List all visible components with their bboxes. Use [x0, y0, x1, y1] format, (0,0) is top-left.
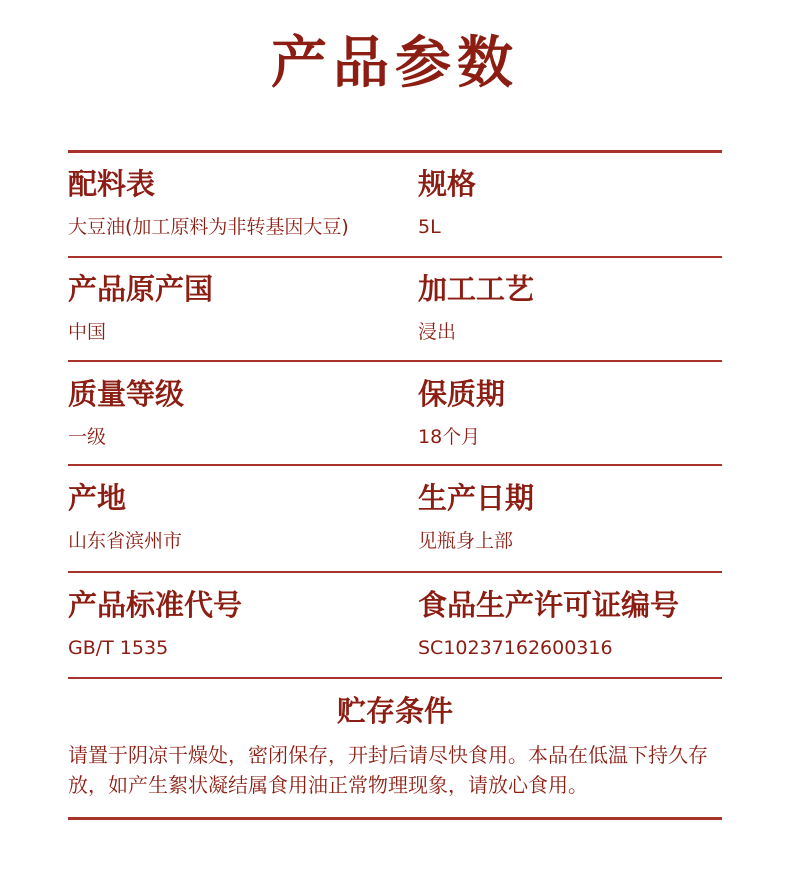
param-value: 见瓶身上部	[418, 530, 514, 552]
param-label: 产品标准代号	[68, 588, 243, 622]
param-value: 一级	[68, 426, 107, 448]
param-label: 加工工艺	[418, 272, 535, 306]
param-process	[418, 271, 748, 345]
divider	[68, 817, 722, 820]
param-place-of-origin	[68, 480, 398, 554]
divider	[68, 360, 722, 362]
divider	[68, 677, 722, 679]
divider	[68, 571, 722, 573]
storage-title: 贮存条件	[336, 694, 453, 728]
param-label: 规格	[418, 167, 477, 201]
param-license-number	[418, 587, 748, 661]
param-value: 大豆油(加工原料为非转基因大豆)	[68, 216, 349, 238]
param-standard-code	[68, 587, 398, 661]
divider	[68, 464, 722, 466]
param-grade	[68, 376, 398, 450]
param-value: 5L	[418, 216, 441, 238]
param-label: 配料表	[68, 167, 156, 201]
divider	[68, 150, 722, 153]
storage-text: 请置于阴凉干燥处，密闭保存，开封后请尽快食用。本品在低温下持久存放，如产生絮状凝结属食用油正常物理现象，请放心食用。	[68, 743, 708, 797]
param-label: 食品生产许可证编号	[418, 588, 680, 622]
param-ingredients	[68, 166, 398, 240]
param-label: 保质期	[418, 377, 506, 411]
param-origin-country	[68, 271, 398, 345]
param-value: 18个月	[418, 426, 481, 448]
param-label: 产地	[68, 481, 127, 515]
param-value: 山东省滨州市	[68, 530, 183, 552]
param-value: 浸出	[418, 321, 457, 343]
divider	[68, 256, 722, 258]
param-spec	[418, 166, 748, 240]
page-title: 产品参数	[271, 31, 519, 96]
param-value: 中国	[68, 321, 107, 343]
param-value: SC10237162600316	[418, 637, 613, 659]
param-label: 生产日期	[418, 481, 535, 515]
param-production-date	[418, 480, 748, 554]
param-value: GB/T 1535	[68, 637, 169, 659]
param-label: 产品原产国	[68, 272, 214, 306]
param-label: 质量等级	[68, 377, 185, 411]
param-shelf-life	[418, 376, 748, 450]
